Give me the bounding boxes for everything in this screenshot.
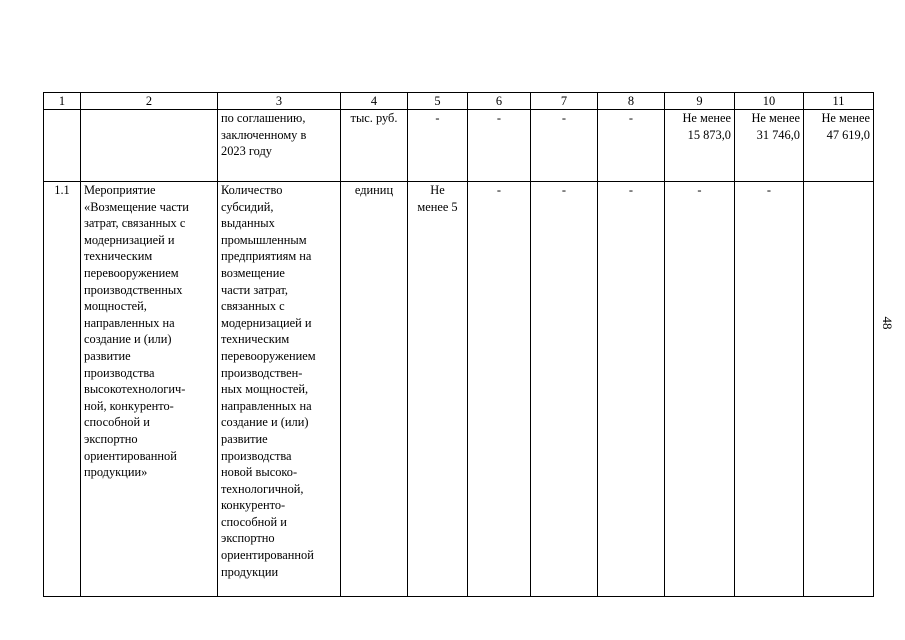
- cell-text-line: производства: [84, 365, 155, 380]
- cell-c7: -: [531, 182, 598, 597]
- cell-text-line: выданных: [221, 216, 275, 231]
- cell-text-line: ориентированной: [221, 548, 314, 563]
- cell-text-line: по соглашению,: [221, 111, 306, 125]
- cell-text-line: экспортно: [84, 431, 138, 446]
- cell-text-line: новой высоко-: [221, 465, 298, 480]
- cell-text-line: технологичной,: [221, 481, 304, 496]
- cell-text-line: техническим: [221, 332, 290, 347]
- cell-text-line: перевооружением: [221, 348, 316, 363]
- cell-text-line: Мероприятие: [84, 183, 156, 197]
- cell-text-line: возмещение: [221, 265, 285, 280]
- cell-text-line: модернизацией и: [84, 232, 175, 247]
- cell-text-line: 31 746,0: [756, 127, 800, 142]
- cell-c11: [804, 182, 874, 597]
- cell-text-line: способной и: [84, 415, 150, 430]
- cell-c10: [735, 110, 804, 182]
- cell-c8: -: [598, 110, 665, 182]
- cell-text-line: менее 5: [417, 199, 458, 214]
- cell-text-line: 15 873,0: [687, 127, 731, 142]
- cell-text-line: производства: [221, 448, 292, 463]
- cell-text-line: «Возмещение части: [84, 199, 189, 214]
- cell-c6: -: [468, 110, 531, 182]
- cell-text-line: связанных с: [221, 299, 285, 314]
- cell-text-line: развитие: [84, 348, 131, 363]
- col-num-6: 6: [468, 93, 531, 110]
- cell-text-line: промышленным: [221, 232, 307, 247]
- col-num-11: 11: [804, 93, 874, 110]
- cell-text-line: Количество: [221, 183, 283, 197]
- cell-text-line: продукции»: [84, 465, 148, 480]
- cell-text-line: способной и: [221, 514, 287, 529]
- cell-text-line: модернизацией и: [221, 315, 312, 330]
- cell-text-line: затрат, связанных с: [84, 216, 186, 231]
- cell-text-line: техническим: [84, 249, 153, 264]
- col-num-4: 4: [341, 93, 408, 110]
- col-num-10: 10: [735, 93, 804, 110]
- cell-text-line: продукции: [221, 564, 279, 579]
- cell-text-line: высокотехнологич-: [84, 382, 186, 397]
- cell-c11: [804, 110, 874, 182]
- col-num-3: 3: [218, 93, 341, 110]
- cell-text-line: предприятиям на: [221, 249, 312, 264]
- cell-c1: [44, 110, 81, 182]
- col-num-9: 9: [665, 93, 735, 110]
- cell-c5: [408, 182, 468, 597]
- cell-text-line: направленных на: [221, 398, 312, 413]
- cell-text-line: развитие: [221, 431, 268, 446]
- cell-text-line: субсидий,: [221, 199, 274, 214]
- cell-text-line: перевооружением: [84, 265, 179, 280]
- indicators-table: [43, 92, 874, 597]
- cell-c6: -: [468, 182, 531, 597]
- col-num-8: 8: [598, 93, 665, 110]
- cell-c9: [665, 110, 735, 182]
- page-number: 48: [880, 316, 895, 330]
- cell-text-line: направленных на: [84, 315, 175, 330]
- cell-item-number: 1.1: [44, 182, 81, 597]
- cell-c8: -: [598, 182, 665, 597]
- cell-text-line: ориентированной: [84, 448, 177, 463]
- cell-text-line: создание и (или): [84, 332, 172, 347]
- cell-c10: -: [735, 182, 804, 597]
- cell-text-line: Не менее: [821, 111, 870, 125]
- cell-text-line: Не менее: [682, 111, 731, 125]
- cell-text-line: части затрат,: [221, 282, 288, 297]
- cell-text-line: конкуренто-: [221, 498, 286, 513]
- cell-text-line: Не: [430, 183, 445, 197]
- cell-measure-name: [81, 182, 218, 597]
- cell-text-line: Не менее: [751, 111, 800, 125]
- cell-text-line: производственных: [84, 282, 183, 297]
- column-number-row: [44, 93, 874, 110]
- col-num-7: 7: [531, 93, 598, 110]
- cell-c5: -: [408, 110, 468, 182]
- col-num-5: 5: [408, 93, 468, 110]
- cell-text-line: заключенному в: [221, 127, 307, 142]
- cell-text-line: 47 619,0: [826, 127, 870, 142]
- cell-unit: единиц: [341, 182, 408, 597]
- cell-text-line: 2023 году: [221, 144, 272, 159]
- continued-row: [44, 110, 874, 182]
- cell-text-line: производствен-: [221, 365, 303, 380]
- row-1-1: [44, 182, 874, 597]
- cell-c9: -: [665, 182, 735, 597]
- cell-indicator-name: [218, 182, 341, 597]
- cell-text-line: ных мощностей,: [221, 382, 309, 397]
- cell-text-line: ной, конкуренто-: [84, 398, 174, 413]
- cell-indicator-text: [218, 110, 341, 182]
- cell-c2: [81, 110, 218, 182]
- cell-unit: тыс. руб.: [341, 110, 408, 182]
- cell-text-line: создание и (или): [221, 415, 309, 430]
- cell-text-line: мощностей,: [84, 299, 147, 314]
- cell-c7: -: [531, 110, 598, 182]
- col-num-1: 1: [44, 93, 81, 110]
- col-num-2: 2: [81, 93, 218, 110]
- cell-text-line: экспортно: [221, 531, 275, 546]
